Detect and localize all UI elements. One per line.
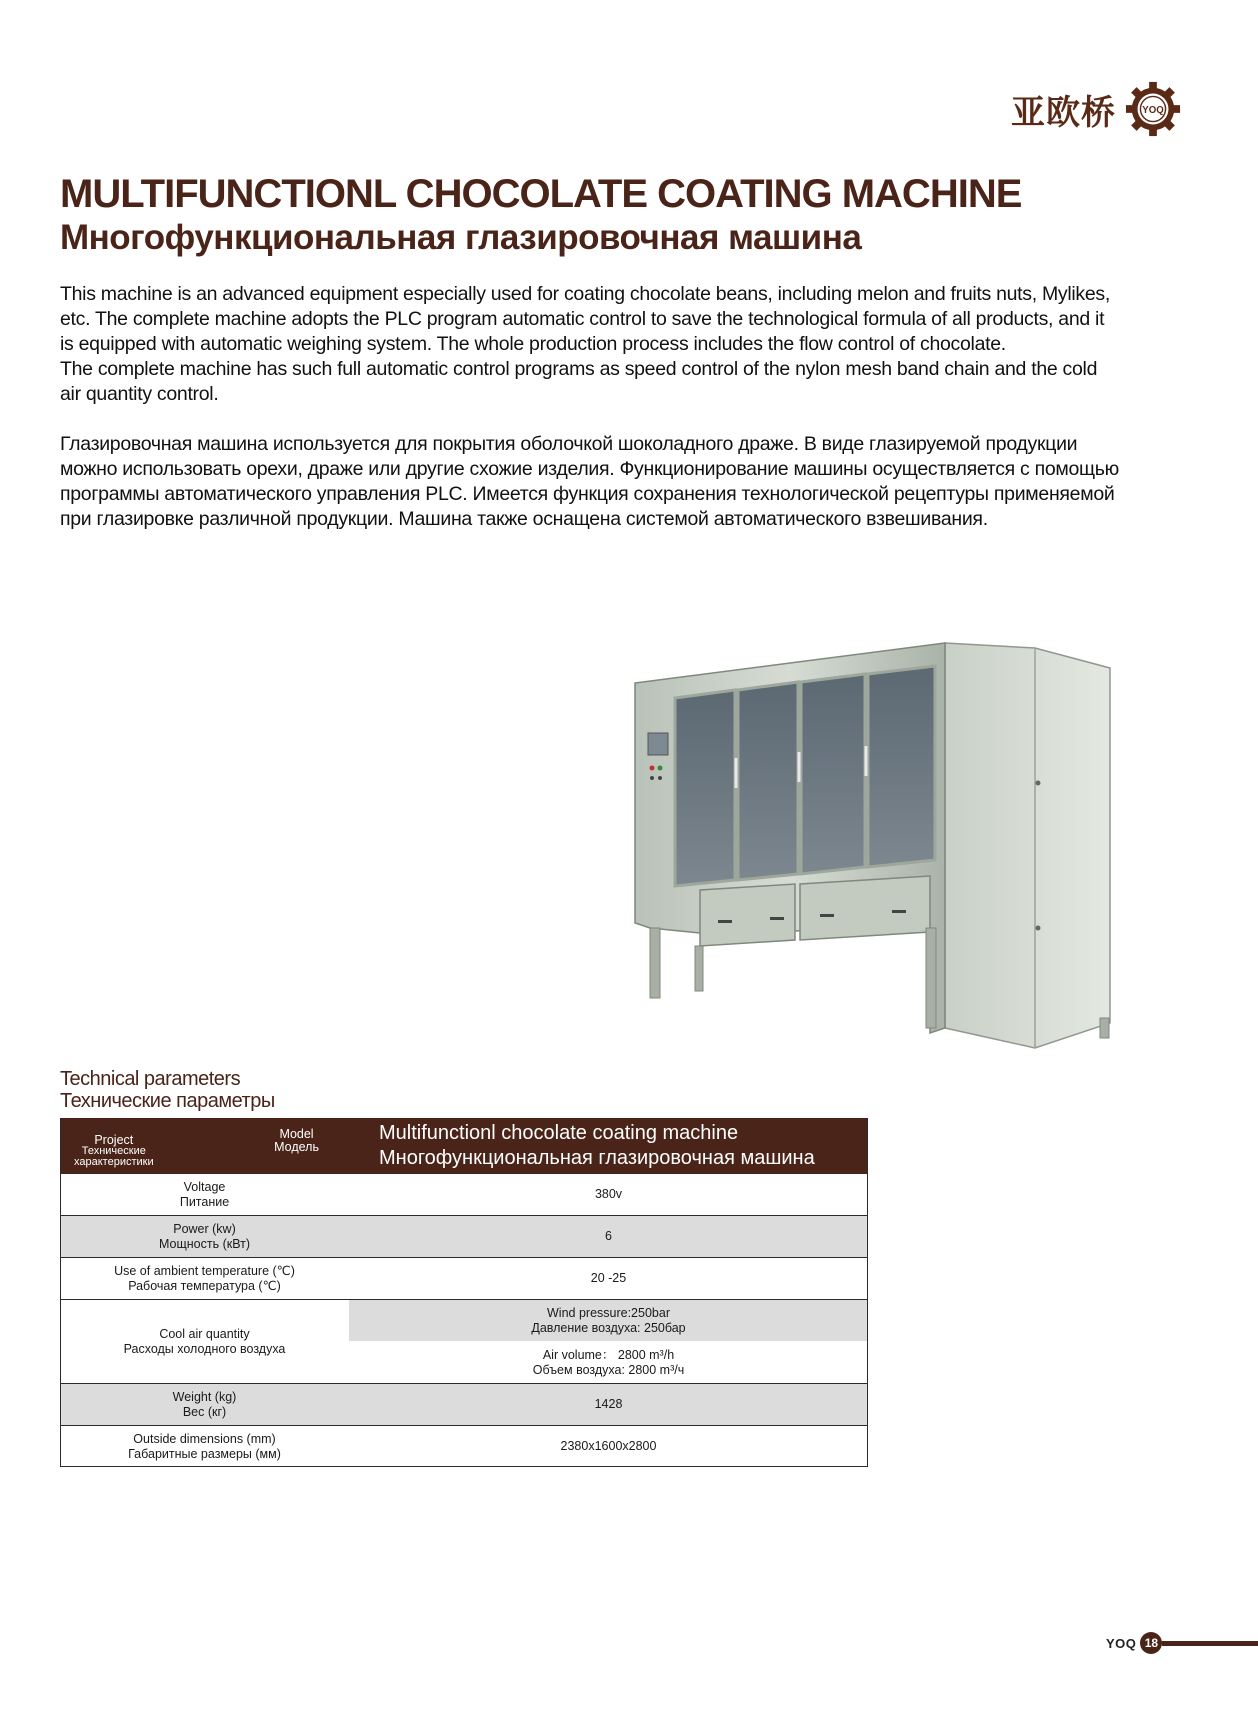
- tech-params-heading-ru: Технические параметры: [60, 1090, 275, 1112]
- voltage-label: Voltage Питание: [60, 1174, 349, 1216]
- brand-logo: [1011, 80, 1182, 138]
- air-volume-value: Air volume： 2800 m³/h Объем воздуха: 2800 m³/ч: [349, 1342, 868, 1384]
- brand-name-cn: 亚欧桥: [1011, 92, 1116, 133]
- wind-pressure-value: Wind pressure:250bar Давление воздуха: 250бар: [349, 1300, 868, 1342]
- header-machine-name-en: Multifunctionl chocolate coating machine: [379, 1122, 739, 1144]
- tech-params-table: [60, 1118, 868, 1467]
- footer-bar: [1162, 1641, 1258, 1646]
- tech-params-heading-en: Technical parameters: [60, 1068, 241, 1090]
- description-ru-p1: Глазировочная машина используется для покрытия оболочкой шоколадного драже. В виде глазируемой продукции можно использовать орехи, драже или другие схожие изделия. Функционирование машины осуществляется с помощью программы автоматического управления PLC. Имеется функция сохранения технологической рецептуры применяемой при глазировке различной продукции. Машина также оснащена системой автоматического взвешивания.: [60, 433, 1119, 530]
- gear-logo-icon: [1124, 80, 1182, 138]
- page-footer: [1106, 1632, 1258, 1654]
- header-project-label: Project Технические характеристики: [74, 1133, 154, 1168]
- tech-params-heading: [60, 1068, 275, 1112]
- weight-value: 1428: [349, 1384, 868, 1426]
- table-row-temperature: [60, 1258, 868, 1300]
- voltage-value: 380v: [349, 1174, 868, 1216]
- description-en-p1: This machine is an advanced equipment especially used for coating chocolate beans, including melon and fruits nuts, Mylikes, etc. The complete machine adopts the PLC program automatic control to save the technological formula of all products, and it is equipped with automatic weighing system. The whole production process includes the flow control of chocolate.: [60, 283, 1110, 355]
- power-value: 6: [349, 1216, 868, 1258]
- weight-label: Weight (kg) Вес (кг): [60, 1384, 349, 1426]
- header-machine-name-ru: Многофункциональная глазировочная машина: [379, 1147, 815, 1169]
- table-row-cool-air-1: [60, 1300, 868, 1342]
- page-title-en: MULTIFUNCTIONL CHOCOLATE COATING MACHINE: [60, 172, 1022, 216]
- table-row-weight: [60, 1384, 868, 1426]
- logo-text: YOQ: [1142, 104, 1164, 116]
- table-row-voltage: [60, 1174, 868, 1216]
- machine-image: [630, 628, 1125, 1088]
- cool-air-label: Cool air quantity Расходы холодного воздуха: [60, 1300, 349, 1384]
- table-header-row: [60, 1118, 868, 1174]
- dimensions-label: Outside dimensions (mm) Габаритные размеры (мм): [128, 1431, 281, 1461]
- footer-brand: YOQ: [1106, 1635, 1137, 1651]
- page-number-badge: 18: [1140, 1632, 1162, 1654]
- description: [60, 282, 1120, 532]
- description-en-p2: The complete machine has such full automatic control programs as speed control of the nylon mesh band chain and the cold air quantity control.: [60, 358, 1098, 405]
- header-machine-name-cell: [349, 1118, 868, 1174]
- temperature-value: 20 -25: [349, 1258, 868, 1300]
- header-project-model-cell: [60, 1118, 349, 1174]
- dimensions-value: 2380x1600x2800: [560, 1439, 657, 1453]
- header-model-label: Model Модель: [274, 1127, 319, 1154]
- temperature-label: Use of ambient temperature (℃) Рабочая температура (℃): [60, 1258, 349, 1300]
- page-title-ru: Многофункциональная глазировочная машина: [60, 218, 862, 257]
- power-label: Power (kw) Мощность (кВт): [60, 1216, 349, 1258]
- table-row-dimensions: [60, 1426, 868, 1468]
- table-row-power: [60, 1216, 868, 1258]
